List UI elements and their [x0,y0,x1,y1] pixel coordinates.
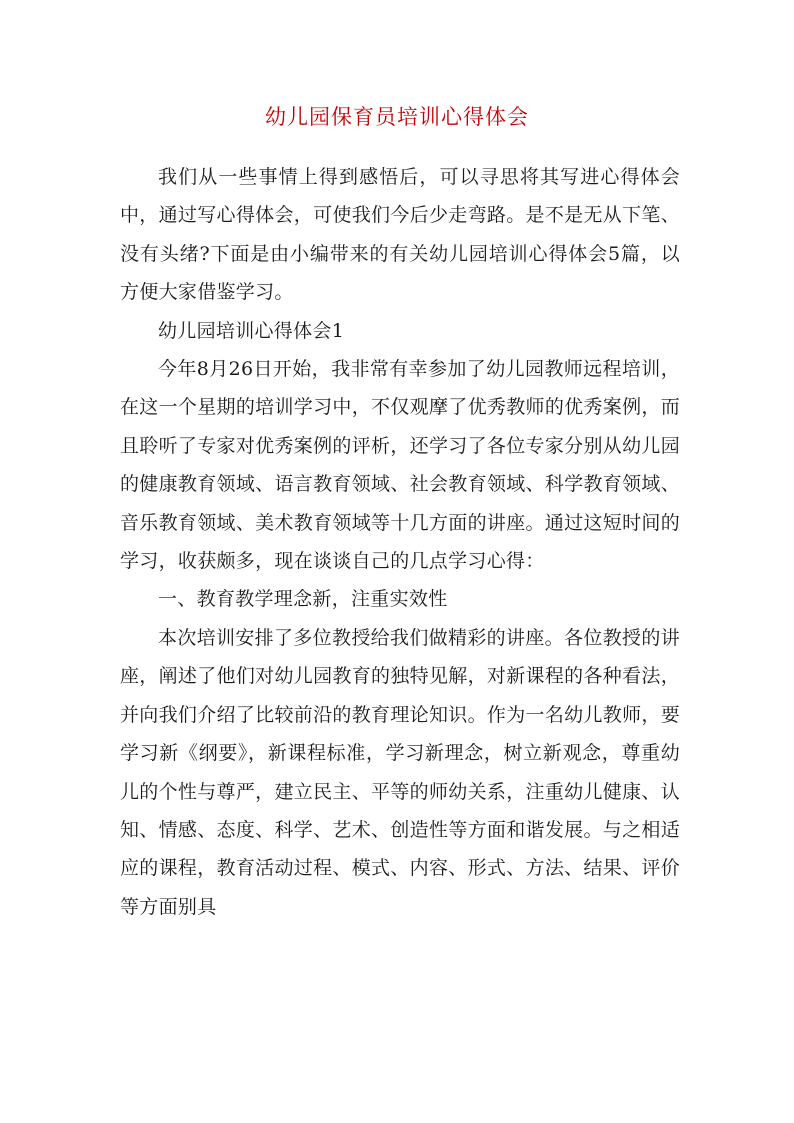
body-paragraph: 今年8月26日开始，我非常有幸参加了幼儿园教师远程培训，在这一个星期的培训学习中，不仅观摩了优秀教师的优秀案例，而且聆听了专家对优秀案例的评析，还学习了各位专家分别从幼儿园的健康教育领域、语言教育领域、社会教育领域、科学教育领域、音乐教育领域、美术教育领域等十几方面的讲座。通过这短时间的学习，收获颇多，现在谈谈自己的几点学习心得： [120,358,680,573]
intro-paragraph: 我们从一些事情上得到感悟后，可以寻思将其写进心得体会中，通过写心得体会，可使我们今后少走弯路。是不是无从下笔、没有头绪?下面是由小编带来的有关幼儿园培训心得体会5篇，以方便大家借鉴学习。 [120,166,680,304]
section-heading: 幼儿园培训心得体会1 [158,319,345,342]
subsection-heading: 一、教育教学理念新，注重实效性 [158,588,448,611]
document-title: 幼儿园保育员培训心得体会 [265,105,529,129]
body-paragraph: 本次培训安排了多位教授给我们做精彩的讲座。各位教授的讲座，阐述了他们对幼儿园教育的独特见解，对新课程的各种看法，并向我们介绍了比较前沿的教育理论知识。作为一名幼儿教师，要学习新《纲要》，新课程标准，学习新理念，树立新观念，尊重幼儿的个性与尊严，建立民主、平等的师幼关系，注重幼儿健康、认知、情感、态度、科学、艺术、创造性等方面和谐发展。与之相适应的课程，教育活动过程、模式、内容、形式、方法、结果、评价等方面别具 [120,626,680,918]
document-body [120,158,680,926]
